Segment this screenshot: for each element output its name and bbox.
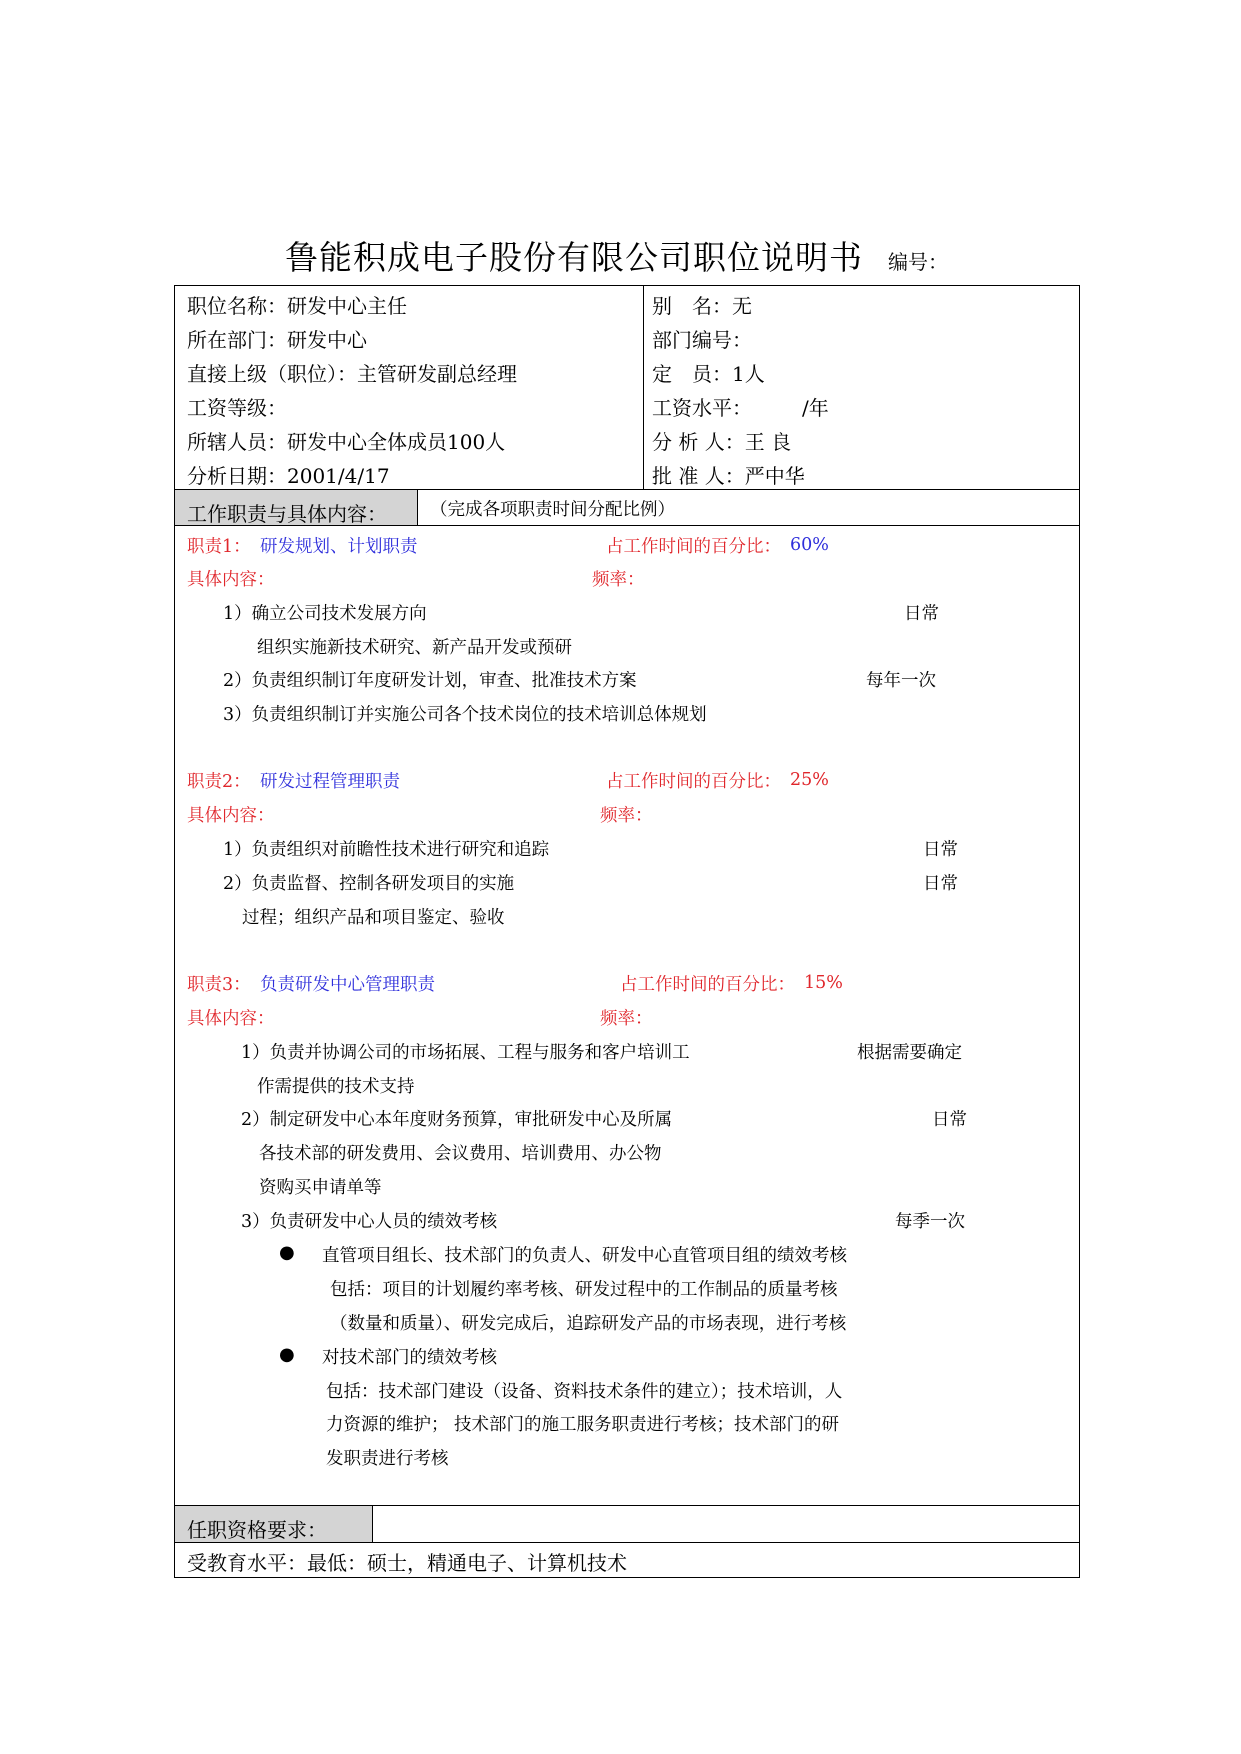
duty-id: 职责1： <box>187 537 251 557</box>
duty-item-frequency: 日常 <box>904 604 939 624</box>
page-title: 鲁能积成电子股份有限公司职位说明书 <box>285 238 863 277</box>
frequency-label: 频率： <box>600 1009 653 1029</box>
bullet-line: 力资源的维护； 技术部门的施工服务职责进行考核；技术部门的研 <box>326 1415 840 1435</box>
duty-id: 职责2： <box>187 772 251 792</box>
duty-item-frequency: 日常 <box>932 1110 967 1130</box>
duty-name: 负责研发中心管理职责 <box>260 975 435 995</box>
duty-item: 2）制定研发中心本年度财务预算，审批研发中心及所属 <box>241 1110 673 1130</box>
bullet-line: 包括：技术部门建设（设备、资料技术条件的建立）；技术培训，人 <box>326 1382 843 1402</box>
duty-item: 3）负责研发中心人员的绩效考核 <box>241 1212 498 1232</box>
duties-section-note: （完成各项职责时间分配比例） <box>430 500 675 520</box>
department-code: 部门编号： <box>652 328 752 352</box>
bullet-line: （数量和质量）、研发完成后，追踪研发产品的市场表现，进行考核 <box>330 1314 847 1334</box>
duty-percent-label: 占工作时间的百分比： <box>606 537 781 557</box>
bullet-dot-icon: ● <box>279 1344 295 1365</box>
headcount: 定 员：1人 <box>652 362 765 386</box>
approver: 批 准 人：严中华 <box>652 464 805 488</box>
duty-id: 职责3： <box>187 975 251 995</box>
content-label: 具体内容： <box>187 806 275 826</box>
bullet-line: 发职责进行考核 <box>326 1449 449 1469</box>
salary-grade: 工资等级： <box>187 396 287 420</box>
duty-item: 资购买申请单等 <box>259 1178 382 1198</box>
duty-item: 3）负责组织制订并实施公司各个技术岗位的技术培训总体规划 <box>223 705 707 725</box>
salary-level: 工资水平： /年 <box>652 396 829 420</box>
education-requirement: 受教育水平：最低：硕士，精通电子、计算机技术 <box>187 1551 627 1575</box>
duty-item-frequency: 日常 <box>923 840 958 860</box>
duty-item: 1）负责组织对前瞻性技术进行研究和追踪 <box>223 840 550 860</box>
duty-percent: 25% <box>790 770 829 790</box>
duty-percent-label: 占工作时间的百分比： <box>606 772 781 792</box>
duty-item: 2）负责组织制订年度研发计划，审查、批准技术方案 <box>223 671 637 691</box>
duty-percent-label: 占工作时间的百分比： <box>620 975 795 995</box>
duty-item: 各技术部的研发费用、会议费用、培训费用、办公物 <box>259 1144 662 1164</box>
frequency-label: 频率： <box>600 806 653 826</box>
duty-item: 2）负责监督、控制各研发项目的实施 <box>223 874 515 894</box>
duty-percent: 60% <box>790 535 829 555</box>
frequency-label: 频率： <box>592 570 645 590</box>
duty-item: 1）负责并协调公司的市场拓展、工程与服务和客户培训工 <box>241 1043 690 1063</box>
analyst: 分 析 人：王 良 <box>652 430 792 454</box>
duty-item: 1）确立公司技术发展方向 <box>223 604 427 624</box>
subordinates: 所辖人员：研发中心全体成员100人 <box>187 430 506 454</box>
content-label: 具体内容： <box>187 1009 275 1029</box>
duty-item-frequency: 日常 <box>923 874 958 894</box>
bullet-line: 包括：项目的计划履约率考核、研发过程中的工作制品的质量考核 <box>330 1280 838 1300</box>
bullet-title: 直管项目组长、技术部门的负责人、研发中心直管项目组的绩效考核 <box>322 1246 847 1266</box>
duty-name: 研发规划、计划职责 <box>260 537 418 557</box>
duty-percent: 15% <box>804 973 843 993</box>
duty-item: 组织实施新技术研究、新产品开发或预研 <box>257 638 572 658</box>
info-column-divider <box>643 285 644 490</box>
duty-item-frequency: 每年一次 <box>866 671 936 691</box>
doc-number-label: 编号： <box>888 250 948 274</box>
qualification-section-label: 任职资格要求： <box>174 1505 373 1543</box>
department: 所在部门：研发中心 <box>187 328 367 352</box>
duty-item-frequency: 每季一次 <box>895 1212 965 1232</box>
bullet-title: 对技术部门的绩效考核 <box>322 1348 497 1368</box>
duties-section-label: 工作职责与具体内容： <box>174 489 418 526</box>
duty-name: 研发过程管理职责 <box>260 772 400 792</box>
direct-superior: 直接上级（职位）：主管研发副总经理 <box>187 362 517 386</box>
position-name: 职位名称：研发中心主任 <box>187 294 407 318</box>
alias: 别 名：无 <box>652 294 752 318</box>
analysis-date: 分析日期：2001/4/17 <box>187 464 390 488</box>
duty-item: 作需提供的技术支持 <box>257 1077 415 1097</box>
duty-item-frequency: 根据需要确定 <box>857 1043 962 1063</box>
duty-item: 过程；组织产品和项目鉴定、验收 <box>242 908 505 928</box>
content-label: 具体内容： <box>187 570 275 590</box>
bullet-dot-icon: ● <box>279 1242 295 1263</box>
